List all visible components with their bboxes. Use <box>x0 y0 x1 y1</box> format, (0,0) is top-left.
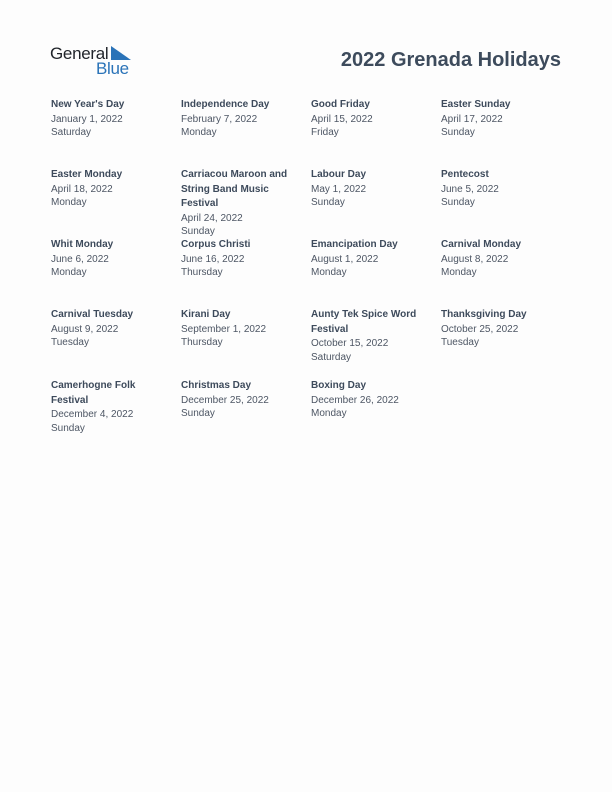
holiday-date: April 15, 2022 <box>311 113 373 125</box>
holiday-weekday: Tuesday <box>51 337 89 348</box>
holiday-weekday: Sunday <box>441 197 475 208</box>
holiday-date: October 15, 2022 <box>311 338 389 349</box>
holiday-date: December 25, 2022 <box>181 394 269 406</box>
holiday-date: April 18, 2022 <box>51 183 113 195</box>
holiday-weekday: Friday <box>311 127 339 138</box>
holiday-weekday: Sunday <box>441 127 475 138</box>
holiday-item <box>311 308 423 364</box>
holiday-item <box>311 98 433 140</box>
holiday-item <box>181 379 303 421</box>
holiday-date: October 25, 2022 <box>441 323 519 335</box>
holiday-item <box>311 238 433 280</box>
holiday-item <box>51 379 147 435</box>
holiday-item <box>51 238 173 280</box>
holiday-name: New Year's Day <box>51 99 125 110</box>
holiday-item <box>441 238 563 280</box>
holiday-date: June 16, 2022 <box>181 253 245 265</box>
generalblue-logo <box>50 44 140 78</box>
holiday-name: Emancipation Day <box>311 239 398 250</box>
holiday-weekday: Monday <box>311 408 347 419</box>
holiday-item <box>51 308 173 350</box>
logo-triangle-icon <box>111 46 131 60</box>
holiday-weekday: Saturday <box>311 351 352 363</box>
holiday-weekday: Thursday <box>181 267 223 278</box>
holiday-name: Aunty Tek Spice Word Festival <box>311 309 417 335</box>
logo-general-text: General <box>50 44 109 63</box>
holiday-date: January 1, 2022 <box>51 113 123 125</box>
holiday-item <box>181 98 303 140</box>
holiday-item <box>441 308 563 350</box>
holiday-name: Carriacou Maroon and String Band Music Festival <box>181 169 288 209</box>
holiday-name: Carnival Tuesday <box>51 309 134 320</box>
holiday-item <box>311 379 433 421</box>
holiday-item <box>311 168 433 210</box>
holiday-item <box>441 168 563 210</box>
holiday-item <box>181 238 303 280</box>
holiday-date: April 17, 2022 <box>441 113 503 125</box>
holiday-date: April 24, 2022 <box>181 212 243 224</box>
holiday-weekday: Monday <box>311 267 347 278</box>
logo-blue-text: Blue <box>96 59 129 78</box>
holiday-weekday: Sunday <box>181 408 215 419</box>
holiday-name: Good Friday <box>311 99 370 110</box>
holiday-date: February 7, 2022 <box>181 113 258 125</box>
holiday-weekday: Sunday <box>51 422 85 434</box>
holiday-weekday: Sunday <box>181 226 215 237</box>
holiday-name: Pentecost <box>441 169 489 180</box>
holiday-name: Whit Monday <box>51 239 114 250</box>
holiday-name: Kirani Day <box>181 309 231 320</box>
holiday-name: Corpus Christi <box>181 239 251 250</box>
holiday-item <box>181 168 295 239</box>
holiday-name: Carnival Monday <box>441 239 522 250</box>
holiday-weekday: Monday <box>51 197 87 208</box>
holiday-item <box>181 308 303 350</box>
holiday-item <box>51 98 173 140</box>
holiday-name: Thanksgiving Day <box>441 309 527 320</box>
holiday-weekday: Monday <box>181 127 217 138</box>
holiday-name: Boxing Day <box>311 380 367 391</box>
holiday-item <box>51 168 173 210</box>
holiday-name: Independence Day <box>181 99 270 110</box>
holiday-weekday: Monday <box>51 267 87 278</box>
holiday-date: June 6, 2022 <box>51 253 109 265</box>
holiday-weekday: Tuesday <box>441 337 479 348</box>
holiday-weekday: Sunday <box>311 197 345 208</box>
holiday-name: Christmas Day <box>181 380 252 391</box>
holiday-date: August 8, 2022 <box>441 253 509 265</box>
holiday-date: August 1, 2022 <box>311 253 379 265</box>
holiday-name: Labour Day <box>311 169 367 180</box>
page-title: 2022 Grenada Holidays <box>340 49 561 71</box>
holiday-date: May 1, 2022 <box>311 183 367 195</box>
holiday-date: August 9, 2022 <box>51 323 119 335</box>
holiday-weekday: Monday <box>441 267 477 278</box>
holiday-item <box>441 98 563 140</box>
holiday-date: December 26, 2022 <box>311 394 399 406</box>
holiday-name: Camerhogne Folk Festival <box>51 380 136 406</box>
holiday-weekday: Thursday <box>181 337 223 348</box>
holiday-name: Easter Sunday <box>441 99 511 110</box>
holiday-date: June 5, 2022 <box>441 183 499 195</box>
holiday-date: December 4, 2022 <box>51 409 134 420</box>
holiday-date: September 1, 2022 <box>181 323 267 335</box>
holiday-weekday: Saturday <box>51 127 92 138</box>
holiday-name: Easter Monday <box>51 169 123 180</box>
